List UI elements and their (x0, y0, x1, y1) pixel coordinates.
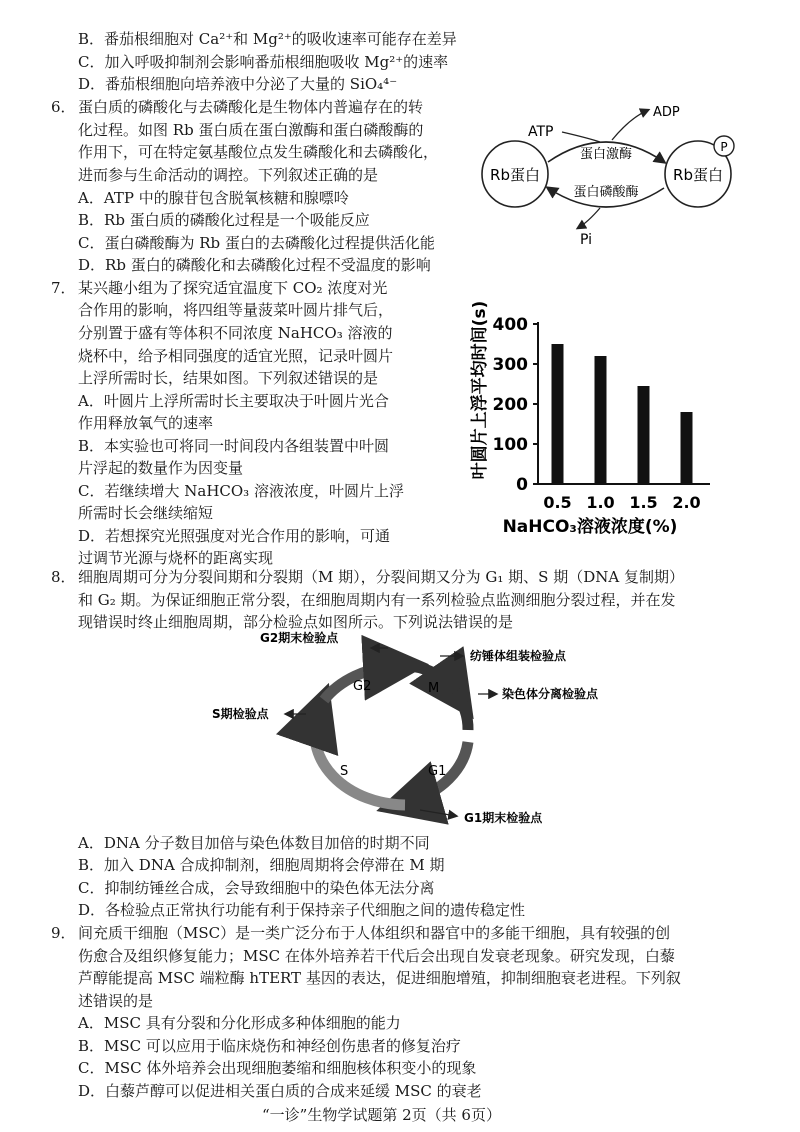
g1-checkpoint-arrow (420, 810, 456, 816)
q8-option-d: D．各检验点正常执行功能有利于保持亲子代细胞之间的遗传稳定性 (78, 901, 526, 919)
phosphatase-label: 蛋白磷酸酶 (573, 185, 639, 200)
q6-option-b: B．Rb 蛋白质的磷酸化过程是一个吸能反应 (78, 211, 370, 229)
q7-stem-line: 分别置于盛有等体积不同浓度 NaHCO₃ 溶液的 (78, 324, 393, 342)
atp-input-arrow (562, 132, 600, 142)
q5-option-b: B．番茄根细胞对 Ca²⁺和 Mg²⁺的吸收速率可能存在差异 (78, 30, 457, 48)
chart-x-tick-label: 2.0 (672, 493, 701, 512)
chart-x-axis-label: NaHCO₃溶液浓度(%) (502, 517, 678, 537)
q7-option-a-cont: 作用释放氧气的速率 (78, 414, 214, 432)
q9-option-a: A．MSC 具有分裂和分化形成多种体细胞的能力 (78, 1014, 401, 1032)
m-phase-label: M (428, 681, 440, 696)
q5-option-d: D．番茄根细胞向培养液中分泌了大量的 SiO₄⁴⁻ (78, 75, 398, 93)
pi-output-arrow (578, 208, 600, 228)
chart-y-tick-label: 300 (492, 355, 528, 375)
rb-phosphorylation-diagram (470, 98, 780, 248)
q6-stem-line: 进而参与生命活动的调控。下列叙述正确的是 (78, 166, 379, 184)
q8-stem-line: 和 G₂ 期。为保证细胞正常分裂，在细胞周期内有一系列检验点监测细胞分裂过程，并在发 (78, 591, 676, 609)
q7-option-c: C．若继续增大 NaHCO₃ 溶液浓度，叶圆片上浮 (78, 482, 404, 500)
g1-checkpoint-label: G1期末检验点 (464, 811, 543, 825)
q7-stem-line: 某兴趣小组为了探究适宜温度下 CO₂ 浓度对光 (78, 279, 388, 297)
q6-option-c: C．蛋白磷酸酶为 Rb 蛋白的去磷酸化过程提供活化能 (78, 234, 435, 252)
q7-option-b: B．本实验也可将同一时间段内各组装置中叶圆 (78, 437, 390, 455)
kinase-label: 蛋白激酶 (579, 147, 633, 162)
q9-stem-line: 述错误的是 (78, 992, 154, 1010)
q6-option-d: D．Rb 蛋白的磷酸化和去磷酸化过程不受温度的影响 (78, 256, 431, 274)
q6-stem-line: 蛋白质的磷酸化与去磷酸化是生物体内普遍存在的转 (78, 98, 424, 116)
chart-y-tick-label: 400 (492, 315, 528, 335)
q6-stem-line: 作用下，可在特定氨基酸位点发生磷酸化和去磷酸化， (78, 143, 439, 161)
chart-bar (638, 386, 650, 484)
g1-phase-label: G1 (428, 764, 447, 779)
q7-option-d-cont: 过调节光源与烧杯的距离实现 (78, 549, 274, 567)
q8-option-b: B．加入 DNA 合成抑制剂，细胞周期将会停滞在 M 期 (78, 856, 445, 874)
q7-option-c-cont: 所需时长会继续缩短 (78, 504, 214, 522)
q8-stem-line: 现错误时终止细胞周期，部分检验点如图所示。下列说法错误的是 (78, 613, 514, 631)
rb-protein-left-label: Rb蛋白 (490, 166, 540, 184)
q9-stem-line: 间充质干细胞（MSC）是一类广泛分布于人体组织和器官中的多能干细胞，具有较强的创 (78, 924, 671, 942)
page-footer: “一诊”生物学试题第 2页（共 6页） (262, 1106, 501, 1124)
chart-x-tick-label: 1.0 (586, 493, 615, 512)
s-phase-label: S (340, 764, 349, 779)
chart-bar (681, 412, 693, 484)
q7-stem-line: 合作用的影响，将四组等量菠菜叶圆片排气后， (78, 301, 394, 319)
s-phase-arc (315, 714, 405, 805)
q8-option-a: A．DNA 分子数目加倍与染色体数目加倍的时期不同 (78, 834, 430, 852)
q5-option-c: C．加入呼吸抑制剂会影响番茄根细胞吸收 Mg²⁺的速率 (78, 53, 449, 71)
chart-bar (552, 344, 564, 484)
q9-stem-line: 芦醇能提高 MSC 端粒酶 hTERT 基因的表达，促进细胞增殖，抑制细胞衰老进程。下列叙 (78, 969, 681, 987)
adp-output-arrow (612, 110, 648, 140)
nahco3-bar-chart (460, 280, 740, 542)
cell-cycle-diagram (200, 630, 620, 830)
g2-checkpoint-label: G2期末检验点 (260, 631, 339, 645)
q6-stem-line: 化过程。如图 Rb 蛋白质在蛋白激酶和蛋白磷酸酶的 (78, 121, 424, 139)
m-phase-arc-2 (455, 692, 468, 730)
chart-y-tick-label: 100 (492, 435, 528, 455)
s-checkpoint-label: S期检验点 (212, 707, 269, 721)
q7-number: 7． (51, 279, 76, 297)
phosphate-group-label: P (720, 140, 728, 154)
q6-number: 6． (51, 98, 76, 116)
pi-label: Pi (580, 232, 593, 248)
q7-option-d: D．若想探究光照强度对光合作用的影响，可通 (78, 527, 391, 545)
chart-x-tick-label: 0.5 (543, 493, 572, 512)
q9-number: 9． (51, 924, 76, 942)
q6-option-a: A．ATP 中的腺苷包含脱氧核糖和腺嘌呤 (78, 189, 349, 207)
q7-stem-line: 烧杯中，给予相同强度的适宜光照，记录叶圆片 (78, 347, 394, 365)
chart-x-tick-label: 1.5 (629, 493, 658, 512)
chart-y-tick-label: 0 (516, 475, 528, 495)
adp-label: ADP (653, 105, 680, 120)
atp-label: ATP (528, 124, 554, 140)
rb-protein-right-label: Rb蛋白 (673, 166, 723, 184)
q7-stem-line: 上浮所需时长，结果如图。下列叙述错误的是 (78, 369, 379, 387)
g2-phase-label: G2 (353, 679, 372, 694)
q9-option-b: B．MSC 可以应用于临床烧伤和神经创伤患者的修复治疗 (78, 1037, 461, 1055)
q8-option-c: C．抑制纺锤丝合成，会导致细胞中的染色体无法分离 (78, 879, 435, 897)
spindle-checkpoint-label: 纺锤体组装检验点 (470, 649, 567, 663)
q7-option-a: A．叶圆片上浮所需时长主要取决于叶圆片光合 (78, 392, 389, 410)
q7-option-b-cont: 片浮起的数量作为因变量 (78, 459, 244, 477)
chromosome-checkpoint-label: 染色体分离检验点 (502, 687, 599, 701)
q8-stem-line: 细胞周期可分为分裂间期和分裂期（M 期），分裂间期又分为 G₁ 期、S 期（DNA 复制期） (78, 568, 684, 586)
chart-y-axis-label: 叶圆片上浮平均时间(s) (470, 300, 490, 480)
chart-bar (595, 356, 607, 484)
q8-number: 8． (51, 568, 76, 586)
q9-option-c: C．MSC 体外培养会出现细胞萎缩和细胞核体积变小的现象 (78, 1059, 477, 1077)
q9-option-d: D．白藜芦醇可以促进相关蛋白质的合成来延缓 MSC 的衰老 (78, 1082, 482, 1100)
chart-y-tick-label: 200 (492, 395, 528, 415)
q9-stem-line: 伤愈合及组织修复能力；MSC 在体外培养若干代后会出现自发衰老现象。研究发现，白藜 (78, 947, 675, 965)
